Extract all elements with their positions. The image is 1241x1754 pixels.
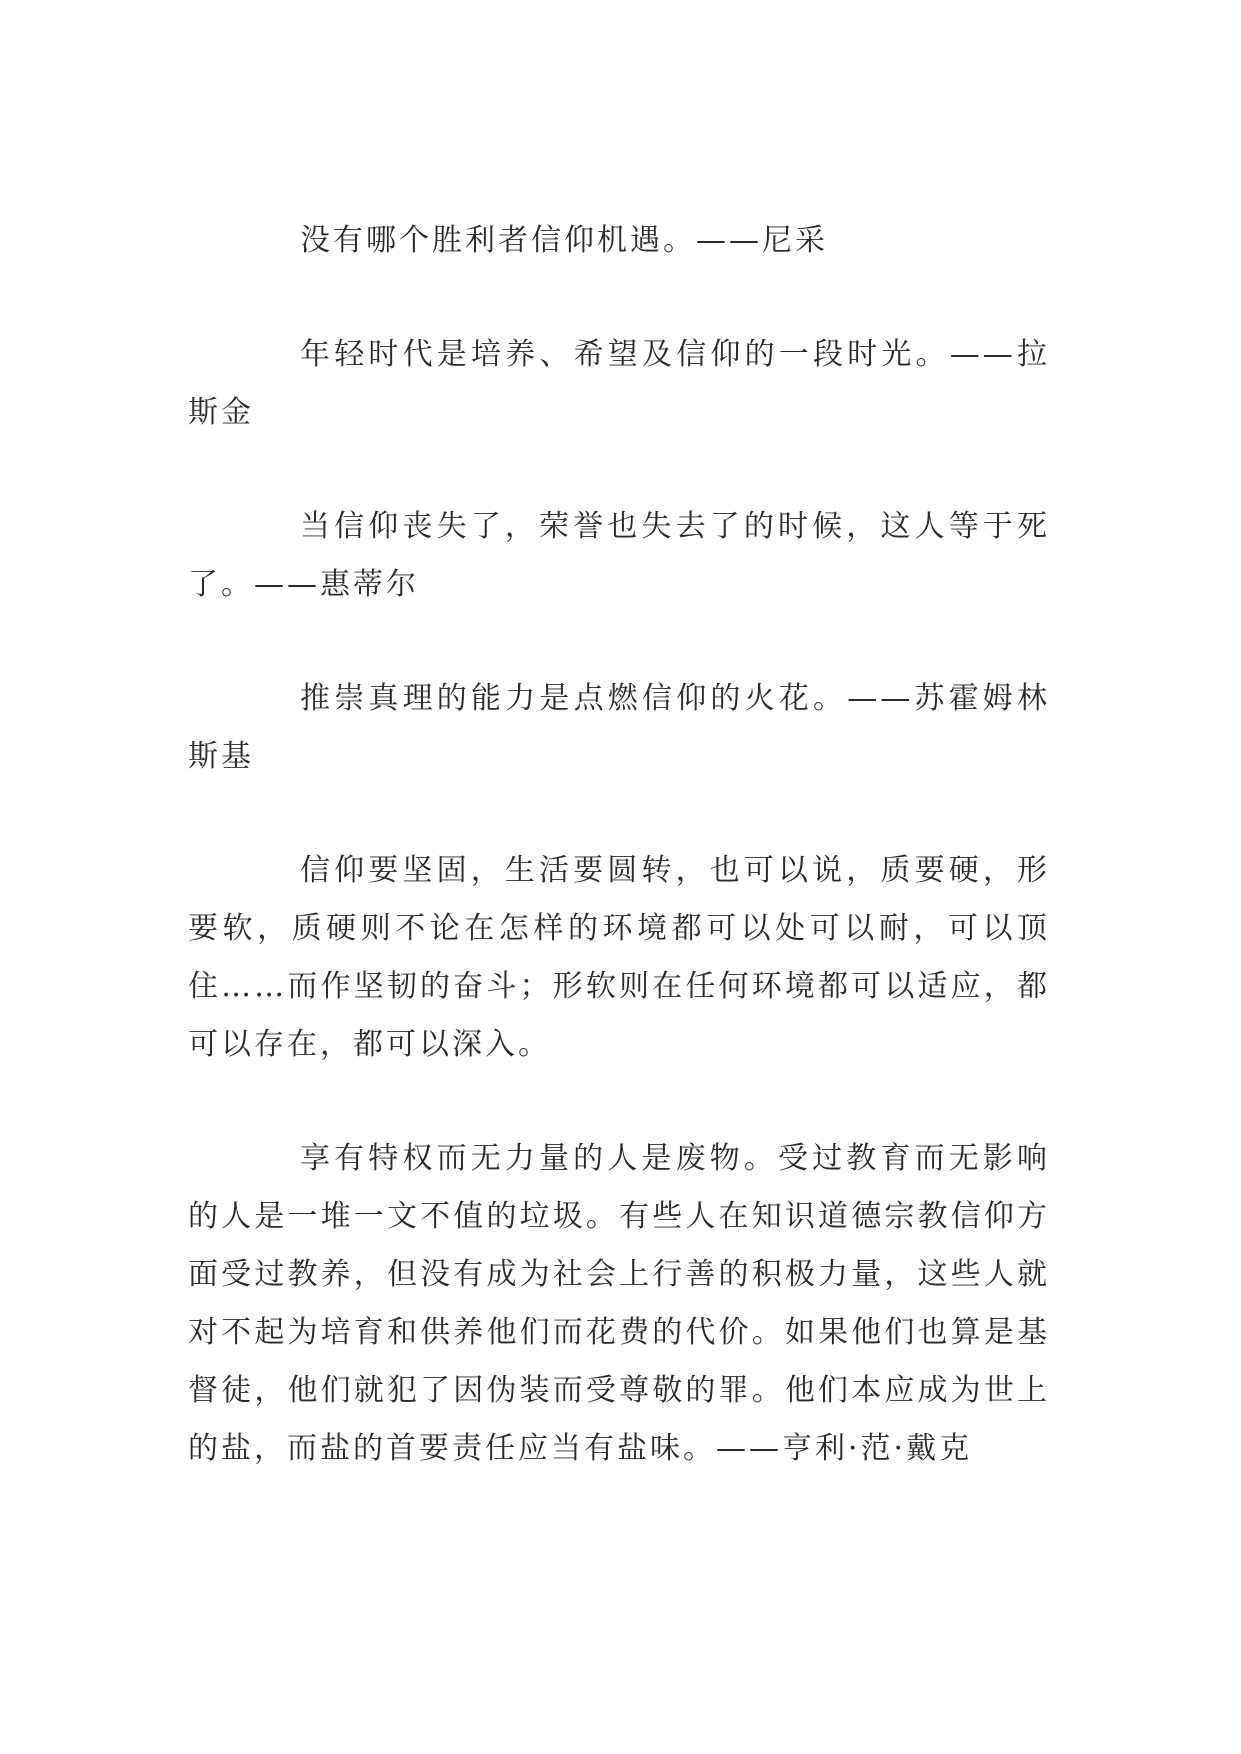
quote-paragraph: 推崇真理的能力是点燃信仰的火花。——苏霍姆林斯基 — [188, 681, 1050, 774]
quote-paragraph: 没有哪个胜利者信仰机遇。——尼采 — [300, 223, 828, 258]
quote-paragraph: 信仰要坚固，生活要圆转，也可以说，质要硬，形要软，质硬则不论在怎样的环境都可以处可以耐，可以顶住……而作坚韧的奋斗；形软则在任何环境都可以适应，都可以存在，都可以深入。 — [188, 853, 1050, 1062]
quote-paragraph: 年轻时代是培养、希望及信仰的一段时光。——拉斯金 — [188, 337, 1050, 430]
quote-paragraph: 享有特权而无力量的人是废物。受过教育而无影响的人是一堆一文不值的垃圾。有些人在知识道德宗教信仰方面受过教养，但没有成为社会上行善的积极力量，这些人就对不起为培育和供养他们而花费的代价。如果他们也算是基督徒，他们就犯了因伪装而受尊敬的罪。他们本应成为世上的盐，而盐的首要责任应当有盐味。——亨利·范·戴克 — [188, 1141, 1050, 1466]
document-body — [188, 212, 1050, 1534]
quote-paragraph: 当信仰丧失了，荣誉也失去了的时候，这人等于死了。——惠蒂尔 — [188, 509, 1050, 602]
